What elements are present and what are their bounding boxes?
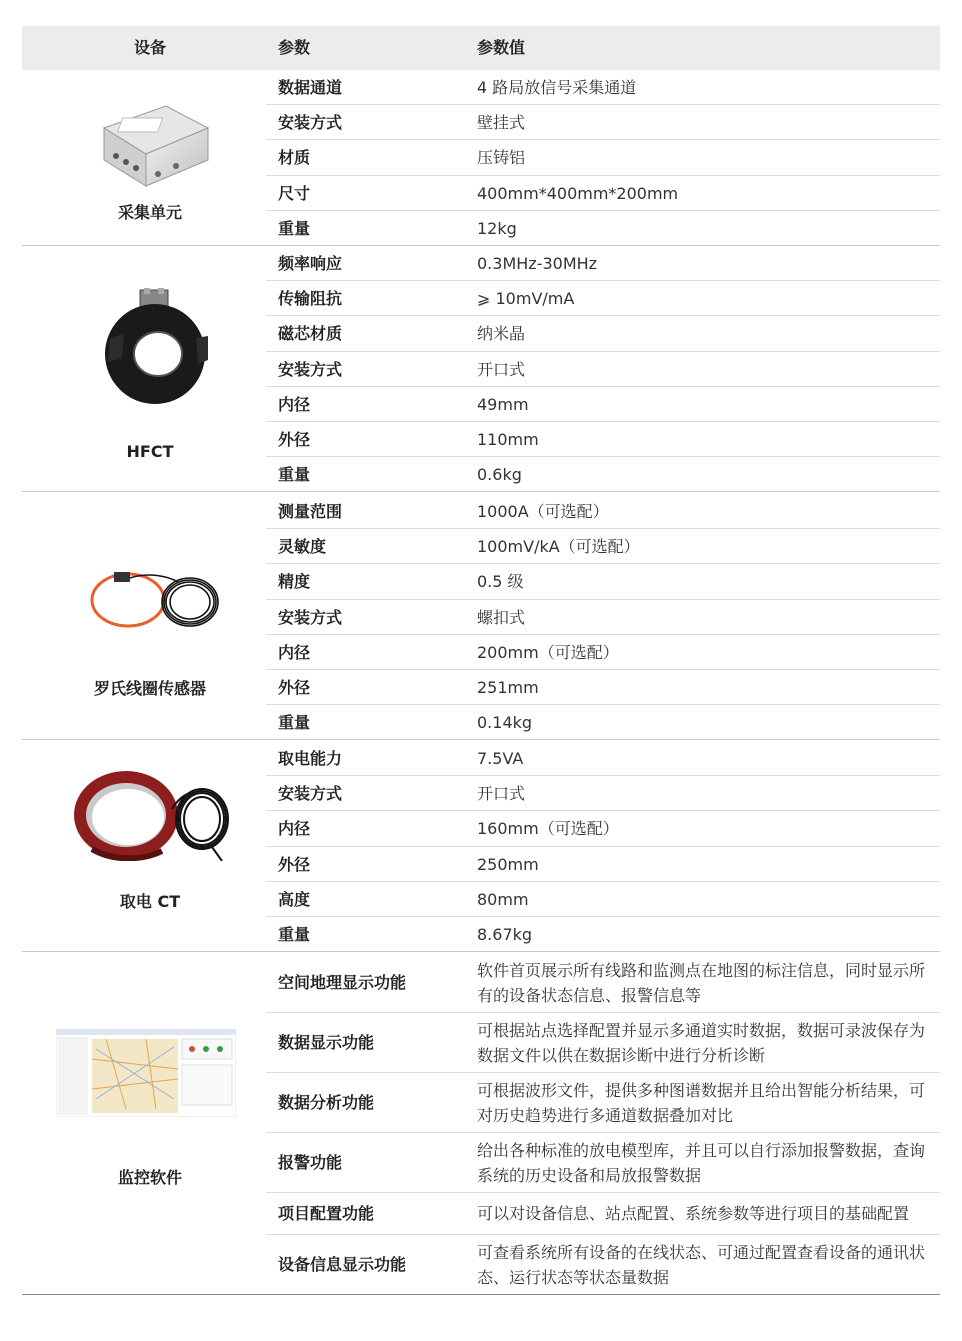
- param-value: 4 路局放信号采集通道: [477, 78, 637, 97]
- param-name: 安装方式: [278, 784, 343, 804]
- param-value: 可根据站点选择配置并显示多通道实时数据，数据可录波保存为数据文件以供在数据诊断中进行分析诊断: [477, 1021, 926, 1065]
- table-row: [266, 1133, 940, 1193]
- param-name: 重量: [278, 218, 311, 238]
- param-value: 7.5VA: [477, 749, 524, 768]
- param-name: 材质: [278, 148, 311, 168]
- param-value: ⩾ 10mV/mA: [477, 289, 575, 309]
- table-row: [266, 422, 940, 457]
- table-row: [266, 811, 940, 846]
- param-name: 安装方式: [278, 113, 343, 133]
- param-name: 报警功能: [278, 1153, 343, 1172]
- param-value: 251mm: [477, 678, 539, 697]
- param-value: 0.14kg: [477, 713, 533, 733]
- table-row: [266, 494, 940, 529]
- param-value: 49mm: [477, 394, 529, 414]
- table-row: [266, 211, 940, 246]
- param-name: 安装方式: [278, 607, 343, 627]
- table-row: [266, 600, 940, 635]
- param-name: 空间地理显示功能: [278, 973, 407, 992]
- param-name: 外径: [278, 854, 311, 874]
- param-name: 数据通道: [278, 78, 343, 97]
- param-value: 可查看系统所有设备的在线状态、可通过配置查看设备的通讯状态、运行状态等状态量数据: [477, 1243, 926, 1287]
- table-row: [266, 316, 940, 351]
- param-name: 重量: [278, 713, 311, 733]
- table-row: [266, 457, 940, 492]
- param-name: 磁芯材质: [278, 324, 343, 344]
- param-name: 内径: [278, 819, 311, 839]
- param-value: 0.6kg: [477, 465, 522, 485]
- param-name: 高度: [278, 889, 311, 909]
- param-value: 螺扣式: [477, 607, 526, 627]
- param-name: 灵敏度: [278, 537, 327, 557]
- group-divider: [22, 491, 940, 492]
- param-name: 重量: [278, 465, 311, 485]
- table-row: [266, 953, 940, 1013]
- table-row: [266, 529, 940, 564]
- param-value: 8.67kg: [477, 925, 533, 944]
- param-name: 项目配置功能: [278, 1204, 375, 1223]
- param-value: 压铸铝: [477, 148, 526, 168]
- header-param: 参数: [278, 38, 311, 57]
- table-row: [266, 741, 940, 776]
- monitoring-software-map-image: [56, 1029, 236, 1121]
- device-name: HFCT: [126, 442, 174, 461]
- param-value: 给出各种标准的放电模型库，并且可以自行添加报警数据，查询系统的历史设备和局放报警数据: [477, 1141, 926, 1185]
- param-value: 100mV/kA（可选配）: [477, 537, 640, 557]
- table-row: [266, 670, 940, 705]
- table-row: [266, 176, 940, 211]
- param-name: 数据显示功能: [278, 1033, 375, 1052]
- table-row: [266, 882, 940, 917]
- group-divider: [22, 1294, 940, 1295]
- hfct-sensor-image: [100, 288, 210, 412]
- param-value: 可根据波形文件，提供多种图谱数据并且给出智能分析结果，可对历史趋势进行多通道数据叠加对比: [477, 1081, 926, 1125]
- param-value: 200mm（可选配）: [477, 642, 619, 662]
- param-name: 外径: [278, 678, 311, 697]
- table-row: [266, 564, 940, 599]
- param-value: 可以对设备信息、站点配置、系统参数等进行项目的基础配置: [477, 1204, 910, 1223]
- table-row: [266, 140, 940, 175]
- param-value: 250mm: [477, 854, 539, 874]
- param-name: 外径: [278, 430, 311, 449]
- param-value: 160mm（可选配）: [477, 819, 619, 839]
- param-value: 1000A（可选配）: [477, 502, 609, 521]
- param-name: 频率响应: [278, 254, 343, 273]
- param-value: 纳米晶: [477, 324, 526, 344]
- table-row: [266, 917, 940, 952]
- param-name: 尺寸: [278, 183, 311, 203]
- table-row: [266, 847, 940, 882]
- device-name: 取电 CT: [119, 892, 181, 911]
- table-row: [266, 246, 940, 281]
- param-value: 80mm: [477, 889, 529, 909]
- param-name: 重量: [278, 925, 311, 944]
- power-ct-image: [72, 769, 230, 865]
- header-value: 参数值: [477, 38, 526, 57]
- param-value: 软件首页展示所有线路和监测点在地图的标注信息，同时显示所有的设备状态信息、报警信息等: [477, 961, 926, 1005]
- table-row: [266, 705, 940, 740]
- param-name: 数据分析功能: [278, 1093, 375, 1112]
- table-row: [266, 281, 940, 316]
- param-name: 取电能力: [278, 749, 343, 768]
- param-value: 壁挂式: [477, 113, 526, 133]
- param-value: 400mm*400mm*200mm: [477, 183, 679, 203]
- device-name: 罗氏线圈传感器: [93, 679, 206, 698]
- param-name: 安装方式: [278, 359, 343, 379]
- param-value: 0.5 级: [477, 572, 524, 592]
- table-row: [266, 1193, 940, 1235]
- table-row: [266, 70, 940, 105]
- param-name: 传输阻抗: [278, 289, 343, 309]
- param-name: 设备信息显示功能: [278, 1255, 407, 1274]
- device-name: 监控软件: [117, 1168, 182, 1187]
- table-row: [266, 105, 940, 140]
- collection-unit-box-image: [96, 98, 212, 192]
- param-value: 12kg: [477, 218, 517, 238]
- param-name: 内径: [278, 642, 311, 662]
- device-name: 采集单元: [117, 203, 182, 222]
- rogowski-coil-image: [88, 568, 224, 636]
- param-value: 0.3MHz-30MHz: [477, 254, 598, 273]
- table-row: [266, 387, 940, 422]
- table-row: [266, 1073, 940, 1133]
- table-row: [266, 352, 940, 387]
- param-name: 内径: [278, 394, 311, 414]
- param-name: 精度: [278, 572, 311, 592]
- param-value: 开口式: [477, 784, 526, 804]
- table-row: [266, 776, 940, 811]
- param-value: 开口式: [477, 359, 526, 379]
- table-header: [22, 26, 940, 70]
- param-value: 110mm: [477, 430, 539, 449]
- table-row: [266, 1013, 940, 1073]
- param-name: 测量范围: [278, 502, 343, 521]
- table-row: [266, 635, 940, 670]
- table-row: [266, 1235, 940, 1295]
- header-device: 设备: [133, 38, 166, 57]
